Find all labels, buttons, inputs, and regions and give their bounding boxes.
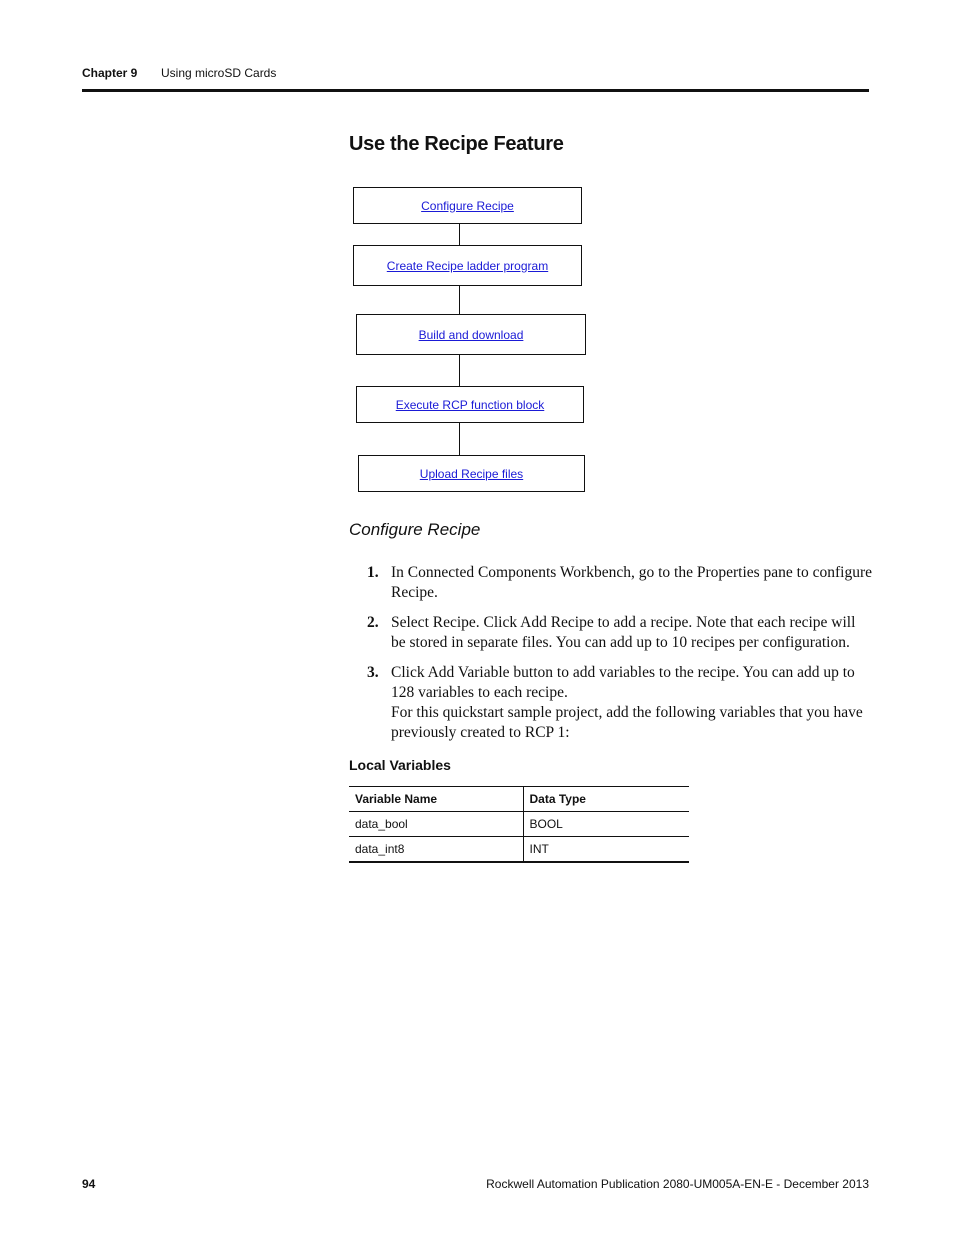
upload-recipe-files-link[interactable]: Upload Recipe files — [419, 466, 524, 481]
chapter-title: Using microSD Cards — [161, 66, 277, 80]
list-item — [367, 613, 872, 653]
step-text: Select Recipe. Click Add Recipe to add a recipe. Note that each recipe will be stored in separate files. You can add up to 10 recipes per configuration. — [391, 614, 856, 651]
table-header-row — [349, 787, 689, 812]
publication-info: Rockwell Automation Publication 2080-UM005A-EN-E - December 2013 — [486, 1177, 869, 1191]
create-ladder-program-link[interactable]: Create Recipe ladder program — [386, 258, 549, 273]
instruction-list — [367, 563, 872, 753]
list-item — [367, 663, 872, 743]
flow-connector — [459, 224, 460, 245]
column-header-data-type: Data Type — [523, 787, 689, 812]
execute-rcp-link[interactable]: Execute RCP function block — [395, 397, 545, 412]
page-number: 94 — [82, 1177, 96, 1191]
flow-box-build-download — [356, 314, 586, 355]
data-type-cell: INT — [523, 837, 689, 862]
flow-connector — [459, 286, 460, 314]
step-text: Click Add Variable button to add variables to the recipe. You can add up to 128 variables to each recipe. — [391, 664, 855, 701]
table-caption: Local Variables — [349, 757, 451, 773]
configure-recipe-link[interactable]: Configure Recipe — [421, 198, 514, 213]
list-item — [367, 563, 872, 603]
flow-connector — [459, 355, 460, 386]
column-header-variable-name: Variable Name — [349, 787, 523, 812]
table-row — [349, 812, 689, 837]
subsection-title: Configure Recipe — [349, 520, 481, 539]
data-type-cell: BOOL — [523, 812, 689, 837]
variable-name-cell: data_int8 — [349, 837, 523, 862]
flow-box-configure-recipe — [353, 187, 582, 224]
step-note: For this quickstart sample project, add the following variables that you have previously created to RCP 1: — [391, 704, 863, 741]
table-row — [349, 837, 689, 862]
section-title: Use the Recipe Feature — [349, 133, 564, 155]
flow-box-create-ladder — [353, 245, 582, 286]
chapter-label: Chapter 9 — [82, 66, 138, 80]
flow-box-upload-recipe — [358, 455, 585, 492]
step-number: 1. — [367, 564, 379, 581]
build-and-download-link[interactable]: Build and download — [418, 327, 524, 342]
step-number: 3. — [367, 664, 379, 681]
header-rule — [82, 89, 869, 92]
step-text: In Connected Components Workbench, go to the Properties pane to configure Recipe. — [391, 564, 873, 601]
flow-box-execute-rcp — [356, 386, 584, 423]
flow-connector — [459, 423, 460, 455]
step-number: 2. — [367, 614, 379, 631]
local-variables-table — [349, 786, 689, 863]
variable-name-cell: data_bool — [349, 812, 523, 837]
